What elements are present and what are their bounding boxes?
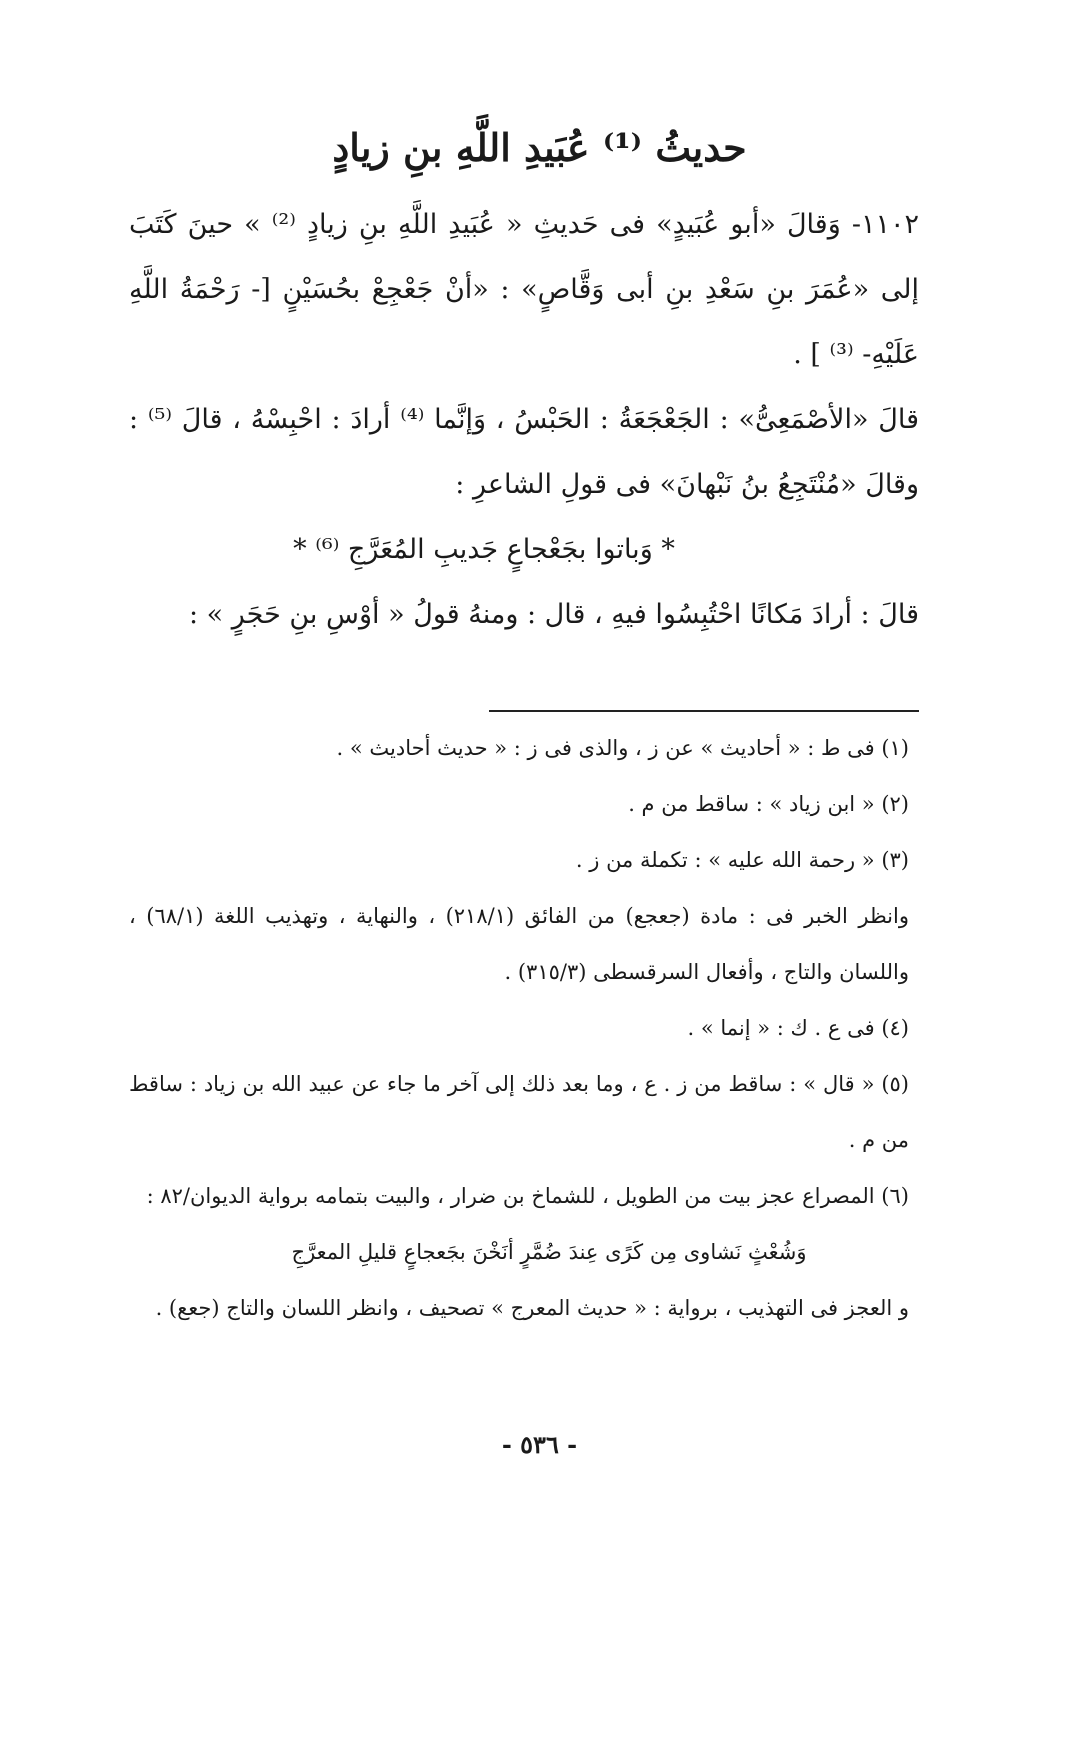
footnote-6-verse: وَشُعْثٍ نَشاوى مِن كَرًى عِندَ ضُمَّرٍ أنَخْنَ بجَعجاعٍ قليلِ المعرَّجِ — [291, 1240, 807, 1264]
paragraph-asmai: قالَ «الأصْمَعِىُّ» : الجَعْجَعَةُ : الحَبْسُ ، وَإنَّما ⁽⁴⁾ أرادَ : احْبِسْهُ ، قالَ ⁽⁵⁾ : وقالَ «مُنْتَجِعُ بنُ نَبْهانَ» فى قولِ الشاعرِ : — [129, 404, 919, 500]
poetry-verse: * وَباتوا بجَعْجاعٍ جَديبِ المُعَرَّجِ ⁽⁶⁾ * — [293, 534, 675, 565]
footnote-6: (٦) المصراع عجز بيت من الطويل ، للشماخ بن ضرار ، والبيت بتمامه برواية الديوان/٨٢ : — [146, 1184, 909, 1208]
footnote-3-references: وانظر الخبر فى : مادة (جعجع) من الفائق (٢١٨/١) ، والنهاية ، وتهذيب اللغة (٦٨/١) ، واللسان والتاج ، وأفعال السرقسطى (٣١٥/٣) . — [129, 904, 909, 984]
main-text — [129, 192, 919, 647]
footnote-separator — [489, 710, 919, 712]
footnote-4: (٤) فى ع . ك : « إنما » . — [687, 1016, 909, 1040]
footnote-3: (٣) « رحمة الله عليه » : تكملة من ز . — [575, 848, 909, 872]
page-number: - ٥٣٦ - — [501, 1430, 578, 1459]
paragraph-aws: قالَ : أرادَ مَكانًا احْتُبِسُوا فيهِ ، قال : ومنهُ قولُ « أوْسِ بنِ حَجَرٍ » : — [188, 599, 919, 630]
footnote-1: (١) فى ط : « أحاديث » عن ز ، والذى فى ز : « حديث أحاديث » . — [336, 736, 909, 760]
footnote-6-continued: و العجز فى التهذيب ، برواية : « حديث المعرج » تصحيف ، وانظر اللسان والتاج (جعع) . — [155, 1296, 909, 1320]
footnote-5: (٥) « قال » : ساقط من ز . ع ، وما بعد ذلك إلى آخر ما جاء عن عبيد الله بن زياد : ساقط من م . — [129, 1072, 909, 1152]
paragraph-1102: ١١٠٢- وَقالَ «أبو عُبَيدٍ» فى حَديثِ « عُبَيدِ اللَّهِ بنِ زيادٍ ⁽²⁾ » حينَ كَتَبَ إلى «عُمَرَ بنِ سَعْدِ بنِ أبى وَقَّاصٍ» : «أنْ جَعْجِعْ بحُسَيْنٍ [- رَحْمَةُ اللَّهِ عَلَيْهِ- ⁽³⁾ ] . — [129, 209, 919, 370]
footnote-2: (٢) « ابن زياد » : ساقط من م . — [628, 792, 909, 816]
section-title: حديثُ ⁽¹⁾ عُبَيدِ اللَّهِ بنِ زيادٍ — [332, 125, 747, 170]
footnotes — [129, 720, 909, 1336]
